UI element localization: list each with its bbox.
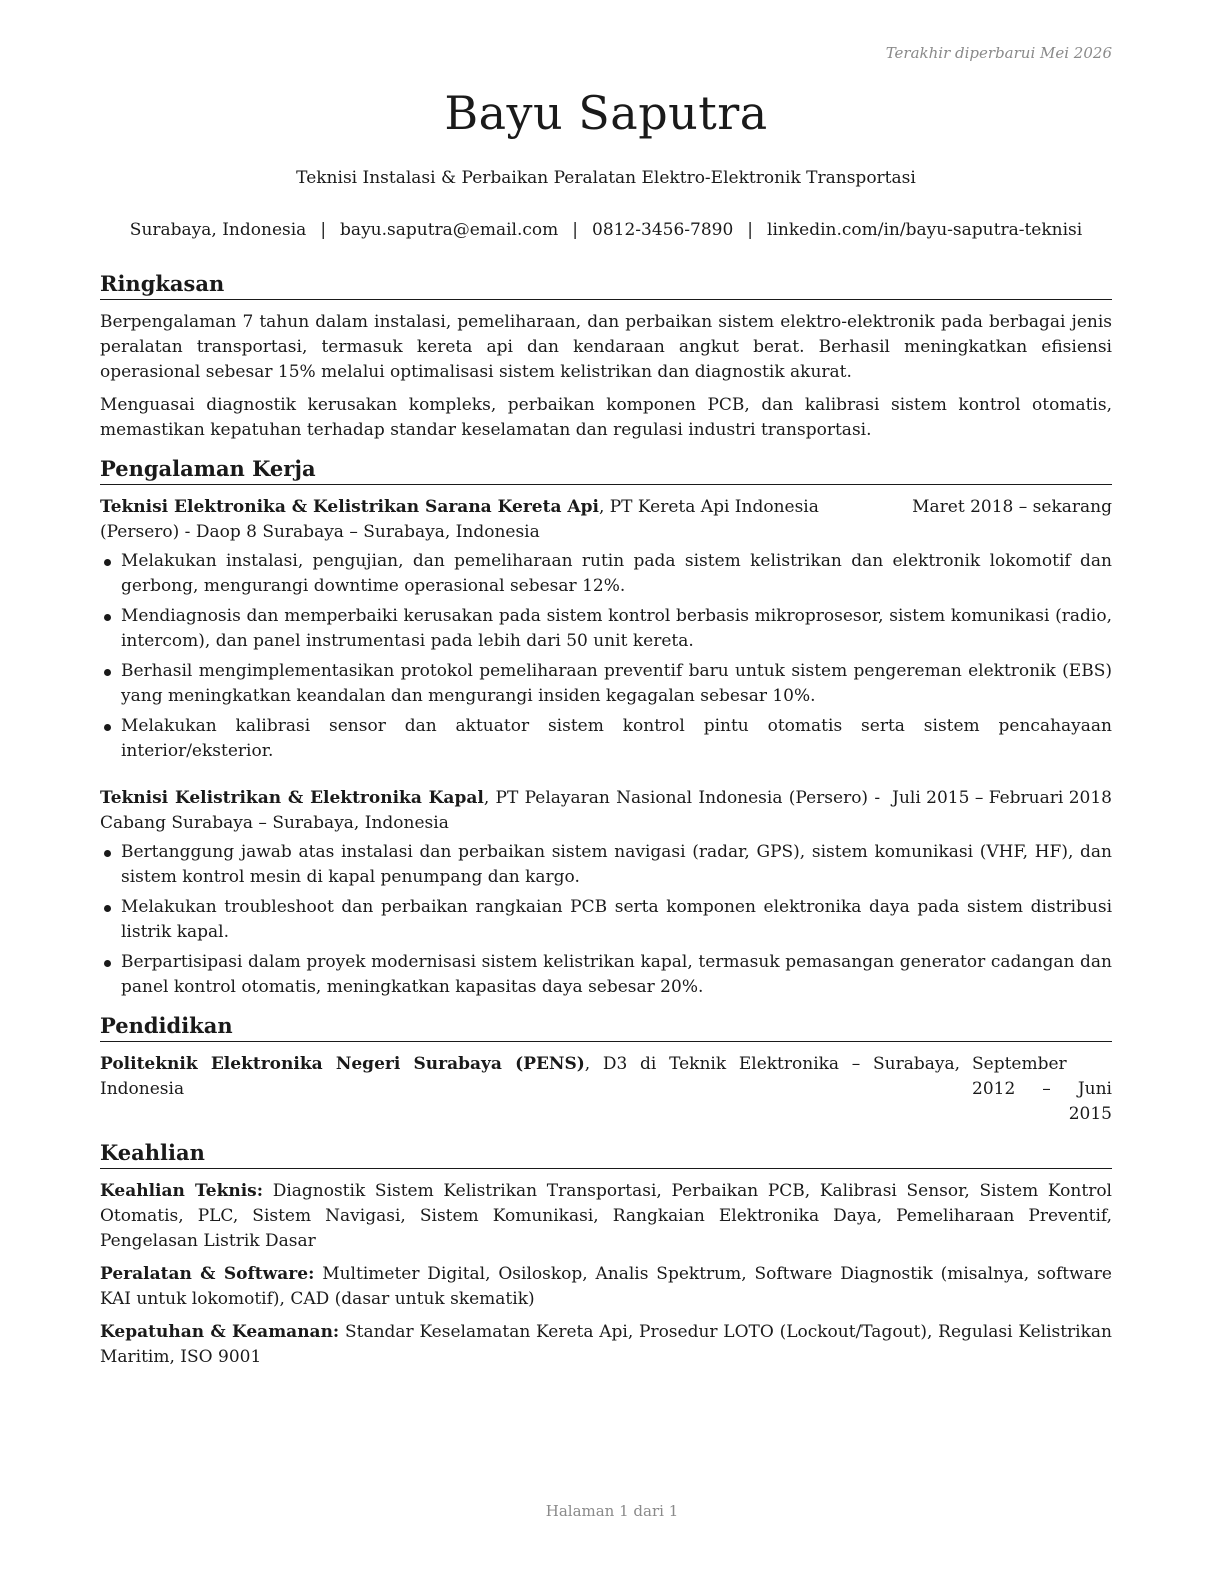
section-title-summary: Ringkasan xyxy=(100,270,1112,300)
contact-linkedin[interactable]: linkedin.com/in/bayu-saputra-teknisi xyxy=(767,220,1083,240)
contact-separator: | xyxy=(320,220,327,240)
contact-separator: | xyxy=(747,220,754,240)
job-role: Teknisi Elektronika & Kelistrikan Sarana Kereta Api xyxy=(100,497,599,517)
contact-line xyxy=(100,220,1112,240)
list-item: Berhasil mengimplementasikan protokol pemeliharaan preventif baru untuk sistem pengereman elektronik (EBS) yang meningkatkan keandalan dan mengurangi insiden kegagalan sebesar 10%. xyxy=(100,659,1112,709)
list-item: Melakukan instalasi, pengujian, dan pemeliharaan rutin pada sistem kelistrikan dan elektronik lokomotif dan gerbong, mengurangi downtime operasional sebesar 12%. xyxy=(100,549,1112,599)
contact-location: Surabaya, Indonesia xyxy=(129,220,307,240)
job-organization: , PT Pelayaran Nasional Indonesia (Persero) - Cabang Surabaya – Surabaya, Indonesia xyxy=(100,788,881,833)
contact-email[interactable]: bayu.saputra@email.com xyxy=(340,220,559,240)
list-item: Melakukan kalibrasi sensor dan aktuator sistem kontrol pintu otomatis serta sistem pencahayaan interior/eksterior. xyxy=(100,714,1112,764)
section-title-skills: Keahlian xyxy=(100,1139,1112,1169)
page-number: Halaman 1 dari 1 xyxy=(545,1502,679,1520)
job-bullets xyxy=(100,549,1112,764)
education-line xyxy=(100,1052,960,1102)
job-dates: Maret 2018 – sekarang xyxy=(912,497,1112,517)
education-dates: September 2012 – Juni 2015 xyxy=(972,1054,1112,1124)
skill-group-label: Peralatan & Software: xyxy=(100,1264,315,1284)
skill-group-text: Multimeter Digital, Osiloskop, Analis Spektrum, Software Diagnostik (misalnya, software KAI untuk lokomotif), CAD (dasar untuk skematik) xyxy=(100,1264,1112,1309)
job-title-line xyxy=(100,786,880,836)
list-item: Berpartisipasi dalam proyek modernisasi sistem kelistrikan kapal, termasuk pemasangan generator cadangan dan panel kontrol otomatis, meningkatkan kapasitas daya sebesar 20%. xyxy=(100,950,1112,1000)
summary-section xyxy=(100,270,1112,443)
candidate-name: Bayu Saputra xyxy=(444,86,768,140)
summary-paragraph: Berpengalaman 7 tahun dalam instalasi, pemeliharaan, dan perbaikan sistem elektro-elektronik pada berbagai jenis peralatan transportasi, termasuk kereta api dan kendaraan angkut berat. Berhasil meningkatkan efisiensi operasional sebesar 15% melalui optimalisasi sistem kelistrikan dan diagnostik akurat. xyxy=(100,312,1112,382)
list-item: Bertanggung jawab atas instalasi dan perbaikan sistem navigasi (radar, GPS), sistem komunikasi (VHF, HF), dan sistem kontrol mesin di kapal penumpang dan kargo. xyxy=(100,840,1112,890)
job-role: Teknisi Kelistrikan & Elektronika Kapal xyxy=(100,788,484,808)
candidate-headline: Teknisi Instalasi & Perbaikan Peralatan Elektro-Elektronik Transportasi xyxy=(296,168,916,188)
job-entry xyxy=(100,495,1112,764)
skill-group-label: Keahlian Teknis: xyxy=(100,1181,264,1201)
skill-group xyxy=(100,1320,1112,1370)
skill-group xyxy=(100,1179,1112,1254)
education-entry xyxy=(100,1052,1112,1127)
job-bullets xyxy=(100,840,1112,1000)
education-detail: , D3 di Teknik Elektronika – Surabaya, Indonesia xyxy=(100,1054,960,1099)
job-header xyxy=(100,786,1112,836)
education-school: Politeknik Elektronika Negeri Surabaya (PENS) xyxy=(100,1054,585,1074)
education-section xyxy=(100,1012,1112,1127)
contact-separator: | xyxy=(572,220,579,240)
skill-group-label: Kepatuhan & Keamanan: xyxy=(100,1322,340,1342)
skill-group-text: Diagnostik Sistem Kelistrikan Transportasi, Perbaikan PCB, Kalibrasi Sensor, Sistem Kontrol Otomatis, PLC, Sistem Navigasi, Sistem Komunikasi, Rangkaian Elektronika Daya, Pemeliharaan Preventif, Pengelasan Listrik Dasar xyxy=(100,1181,1112,1251)
skill-group-text: Standar Keselamatan Kereta Api, Prosedur LOTO (Lockout/Tagout), Regulasi Kelistrikan Maritim, ISO 9001 xyxy=(100,1322,1113,1367)
summary-paragraph: Menguasai diagnostik kerusakan kompleks, perbaikan komponen PCB, dan kalibrasi sistem kontrol otomatis, memastikan kepatuhan terhadap standar keselamatan dan regulasi industri transportasi. xyxy=(100,395,1112,440)
skill-group xyxy=(100,1262,1112,1312)
last-updated-note: Terakhir diperbarui Mei 2026 xyxy=(885,44,1112,62)
experience-section xyxy=(100,455,1112,1000)
list-item: Melakukan troubleshoot dan perbaikan rangkaian PCB serta komponen elektronika daya pada sistem distribusi listrik kapal. xyxy=(100,895,1112,945)
resume-content xyxy=(100,270,1112,1382)
job-header xyxy=(100,495,1112,545)
skills-section xyxy=(100,1139,1112,1370)
job-entry xyxy=(100,786,1112,1000)
job-organization: , PT Kereta Api Indonesia (Persero) - Daop 8 Surabaya – Surabaya, Indonesia xyxy=(100,497,819,542)
section-title-experience: Pengalaman Kerja xyxy=(100,455,1112,485)
list-item: Mendiagnosis dan memperbaiki kerusakan pada sistem kontrol berbasis mikroprosesor, sistem komunikasi (radio, intercom), dan panel instrumentasi pada lebih dari 50 unit kereta. xyxy=(100,604,1112,654)
job-dates: Juli 2015 – Februari 2018 xyxy=(892,788,1112,808)
section-title-education: Pendidikan xyxy=(100,1012,1112,1042)
contact-phone: 0812-3456-7890 xyxy=(592,220,734,240)
